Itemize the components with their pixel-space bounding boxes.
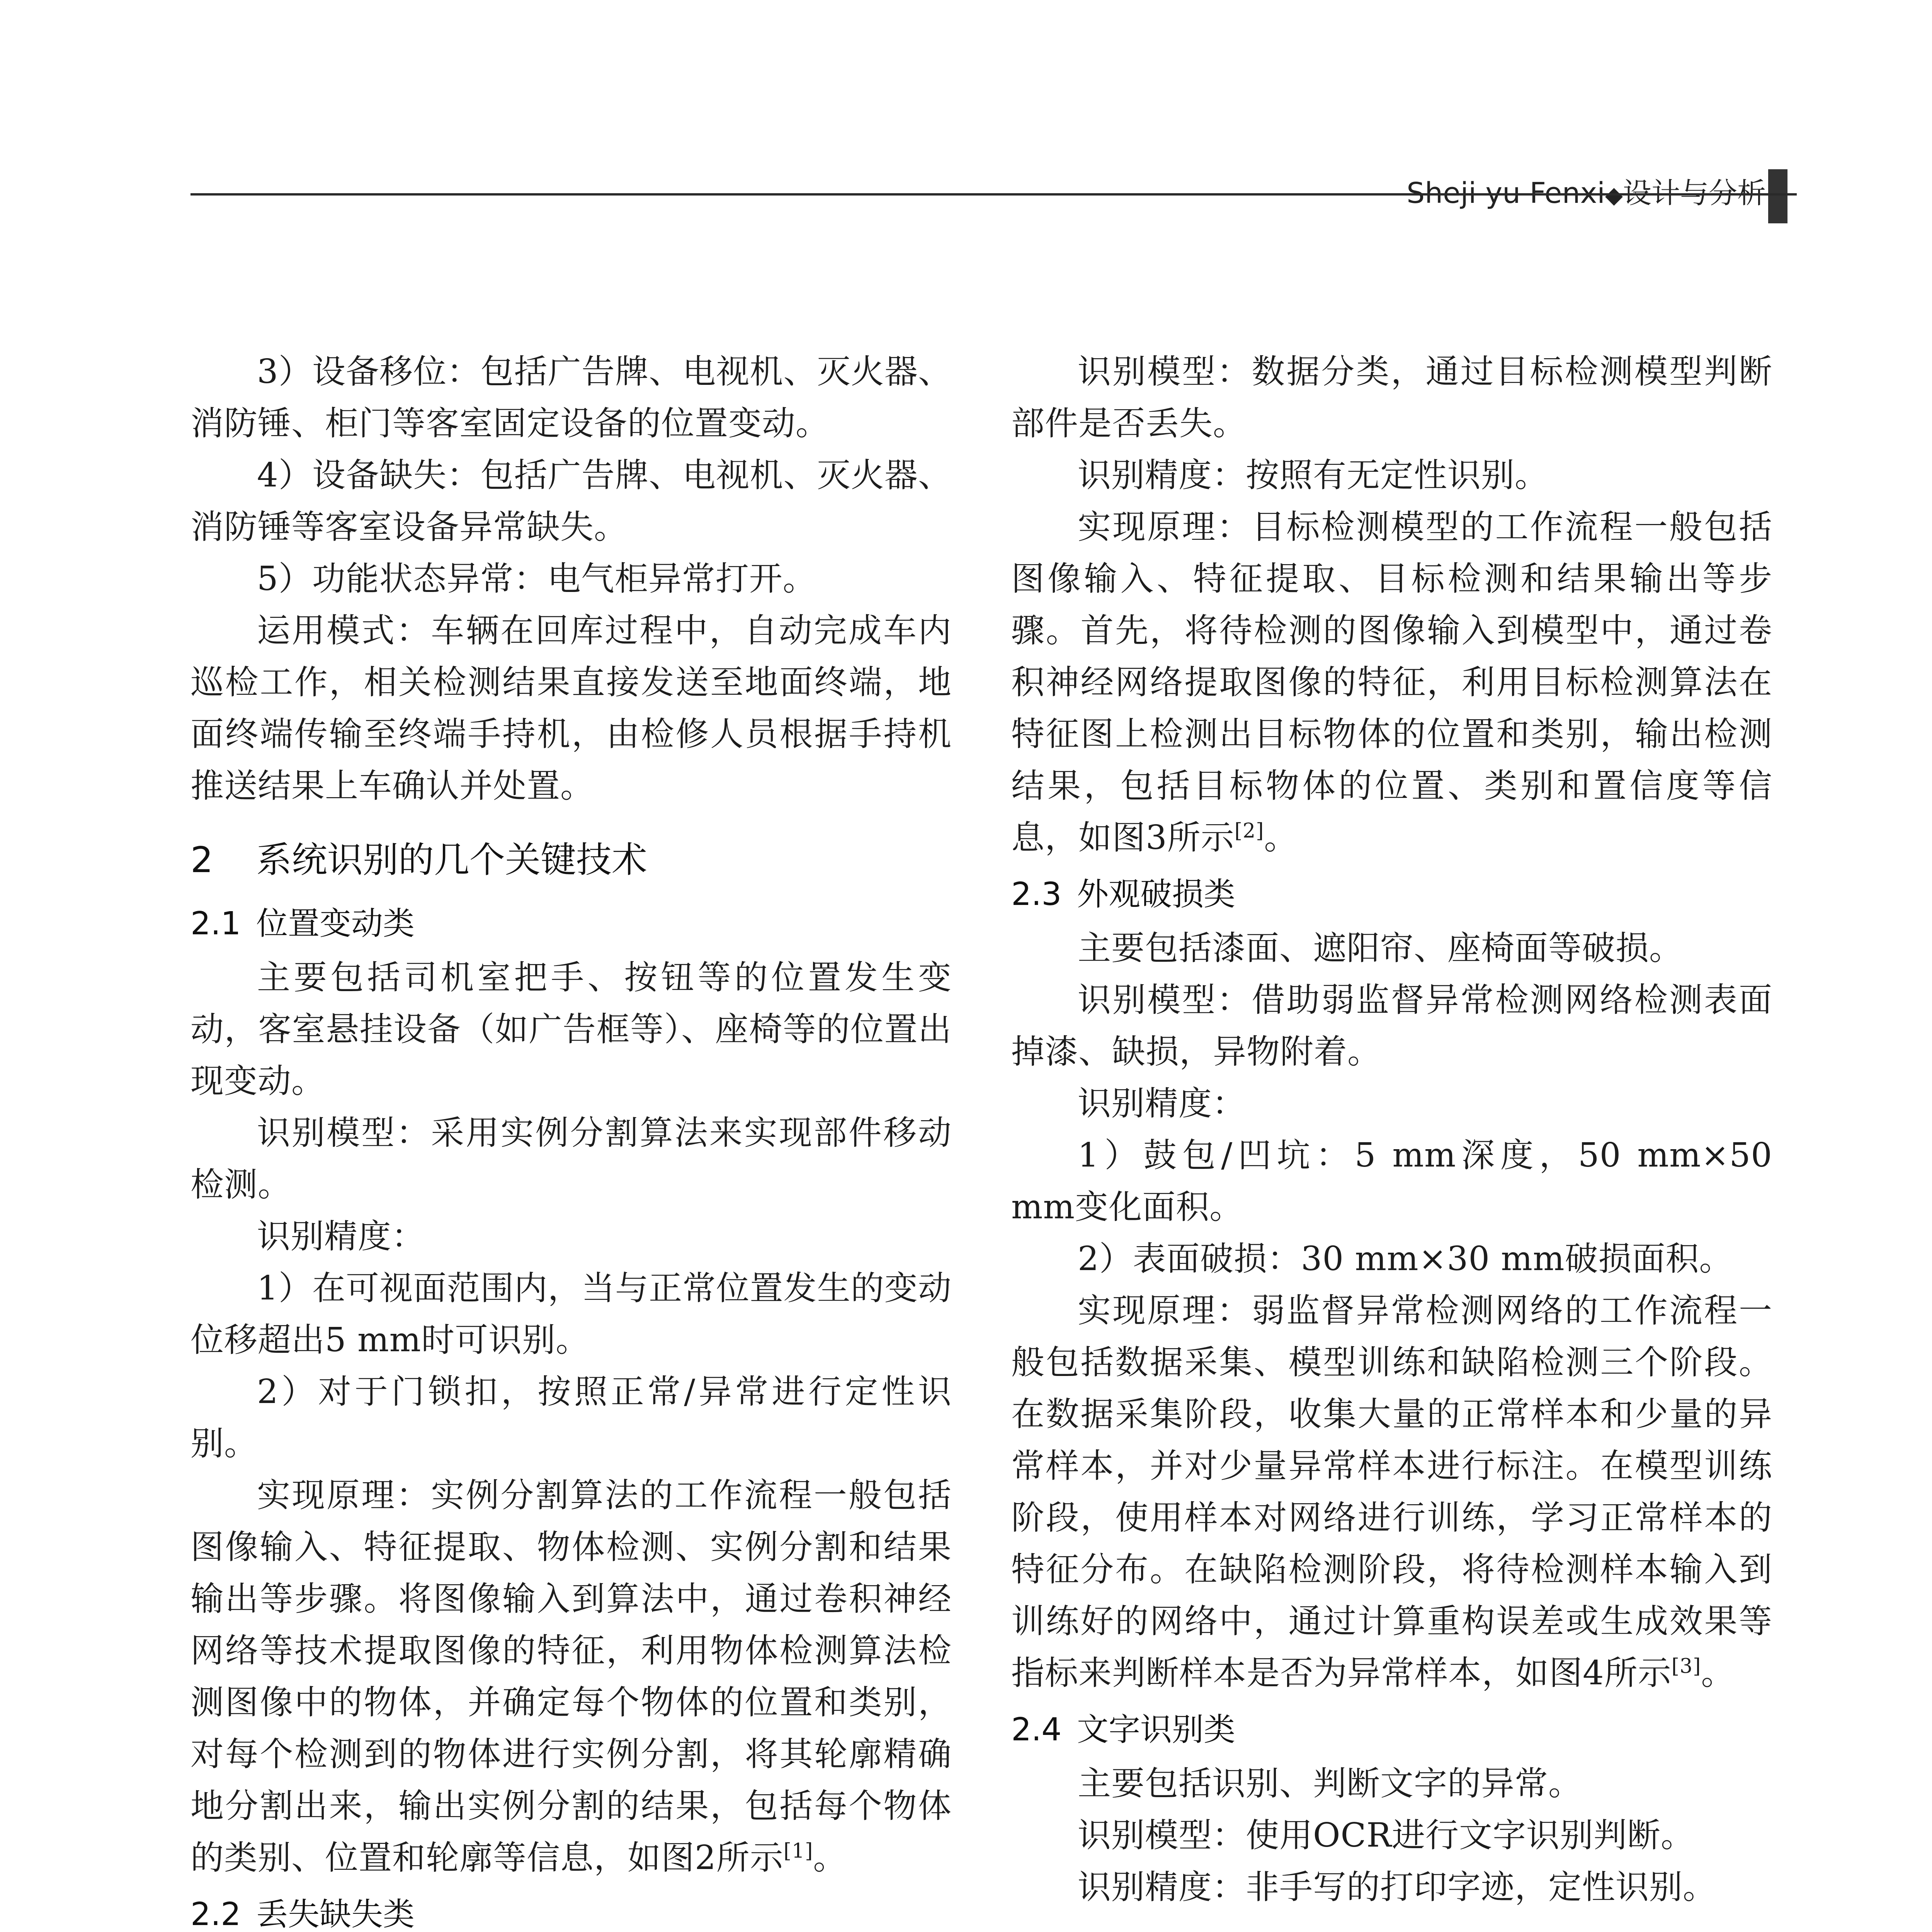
- subsection-number: 2.4: [1011, 1711, 1062, 1748]
- citation-ref[interactable]: [3]: [1671, 1655, 1701, 1678]
- section-number: 2: [190, 839, 213, 881]
- paragraph: 主要包括漆面、遮阳帘、座椅面等破损。: [1078, 929, 1683, 968]
- subsection-title: 文字识别类: [1077, 1711, 1236, 1748]
- left-column: [190, 346, 952, 1932]
- subsection-heading: [1011, 871, 1772, 918]
- paragraph: 识别精度：按照有无定性识别。: [1078, 456, 1548, 495]
- header-bar-block: [1768, 169, 1787, 223]
- subsection-heading: [190, 1891, 952, 1932]
- diamond-icon: ◆: [1605, 182, 1623, 209]
- paragraph: 识别精度：: [257, 1217, 425, 1256]
- paragraph: 识别模型：数据分类，通过目标检测模型判断部件是否丢失。: [1011, 352, 1772, 443]
- paragraph: 识别精度：: [1078, 1084, 1246, 1123]
- paragraph: 2）对于门锁扣，按照正常/异常进行定性识别。: [190, 1372, 952, 1463]
- paragraph: 识别精度：非手写的打印字迹，定性识别。: [1078, 1868, 1716, 1906]
- paragraph: 5）功能状态异常：电气柜异常打开。: [257, 560, 816, 598]
- subsection-number: 2.1: [190, 905, 241, 942]
- paragraph-text: 实现原理：弱监督异常检测网络的工作流程一般包括数据采集、模型训练和缺陷检测三个阶段。在数据采集阶段，收集大量的正常样本和少量的异常样本，并对少量异常样本进行标注。在模型训练阶段，使用样本对网络进行训练，学习正常样本的特征分布。在缺陷检测阶段，将待检测样本输入到训练好的网络中，通过计算重构误差或生成效果等指标来判断样本是否为异常样本，如图4所示: [1011, 1291, 1772, 1692]
- right-column: [1011, 346, 1772, 1913]
- paragraph: 主要包括识别、判断文字的异常。: [1078, 1764, 1582, 1803]
- paragraph: 主要包括司机室把手、按钮等的位置发生变动，客室悬挂设备（如广告框等）、座椅等的位置出现变动。: [190, 958, 952, 1100]
- paragraph: 识别模型：使用OCR进行文字识别判断。: [1078, 1816, 1695, 1855]
- section-title: 系统识别的几个关键技术: [256, 839, 648, 881]
- citation-ref[interactable]: [1]: [783, 1839, 813, 1863]
- paragraph: [190, 1469, 952, 1884]
- paragraph: 运用模式：车辆在回库过程中，自动完成车内巡检工作，相关检测结果直接发送至地面终端，地面终端传输至终端手持机，由检修人员根据手持机推送结果上车确认并处置。: [190, 611, 952, 805]
- header-rule: [190, 193, 1797, 196]
- subsection-number: 2.2: [190, 1896, 241, 1932]
- paragraph: [1011, 1285, 1772, 1699]
- paragraph: 2）表面破损：30 mm×30 mm破损面积。: [1078, 1240, 1733, 1278]
- paragraph: 4）设备缺失：包括广告牌、电视机、灭火器、消防锤等客室设备异常缺失。: [190, 456, 952, 546]
- subsection-title: 位置变动类: [256, 905, 415, 942]
- subsection-heading: [190, 900, 952, 948]
- paragraph: [1011, 501, 1772, 864]
- subsection-heading: [1011, 1706, 1772, 1754]
- paragraph-end: 。: [1701, 1654, 1735, 1692]
- paragraph: 识别模型：采用实例分割算法来实现部件移动检测。: [190, 1114, 952, 1204]
- paragraph-text: 实现原理：实例分割算法的工作流程一般包括图像输入、特征提取、物体检测、实例分割和结果输出等步骤。将图像输入到算法中，通过卷积神经网络等技术提取图像的特征，利用物体检测算法检测图像中的物体，并确定每个物体的位置和类别，对每个检测到的物体进行实例分割，将其轮廓精确地分割出来，输出实例分割的结果，包括每个物体的类别、位置和轮廓等信息，如图2所示: [190, 1476, 952, 1877]
- subsection-title: 外观破损类: [1077, 876, 1236, 913]
- paragraph-end: 。: [1264, 818, 1298, 857]
- paragraph-end: 。: [813, 1838, 847, 1877]
- section-heading: [190, 834, 952, 886]
- running-head-section: 设计与分析: [1623, 177, 1766, 210]
- citation-ref[interactable]: [2]: [1234, 819, 1264, 843]
- paragraph: 1）鼓包/凹坑：5 mm深度，50 mm×50 mm变化面积。: [1011, 1136, 1772, 1226]
- paragraph: 识别模型：借助弱监督异常检测网络检测表面掉漆、缺损，异物附着。: [1011, 981, 1772, 1071]
- subsection-number: 2.3: [1011, 876, 1062, 913]
- paragraph-text: 实现原理：目标检测模型的工作流程一般包括图像输入、特征提取、目标检测和结果输出等步骤。首先，将待检测的图像输入到模型中，通过卷积神经网络提取图像的特征，利用目标检测算法在特征图上检测出目标物体的位置和类别，输出检测结果，包括目标物体的位置、类别和置信度等信息，如图3所示: [1011, 508, 1772, 857]
- subsection-title: 丢失缺失类: [256, 1896, 415, 1932]
- running-head-pinyin: Sheji yu Fenxi: [1406, 177, 1605, 210]
- paragraph: 3）设备移位：包括广告牌、电视机、灭火器、消防锤、柜门等客室固定设备的位置变动。: [190, 352, 952, 443]
- paragraph: 1）在可视面范围内，当与正常位置发生的变动位移超出5 mm时可识别。: [190, 1269, 952, 1359]
